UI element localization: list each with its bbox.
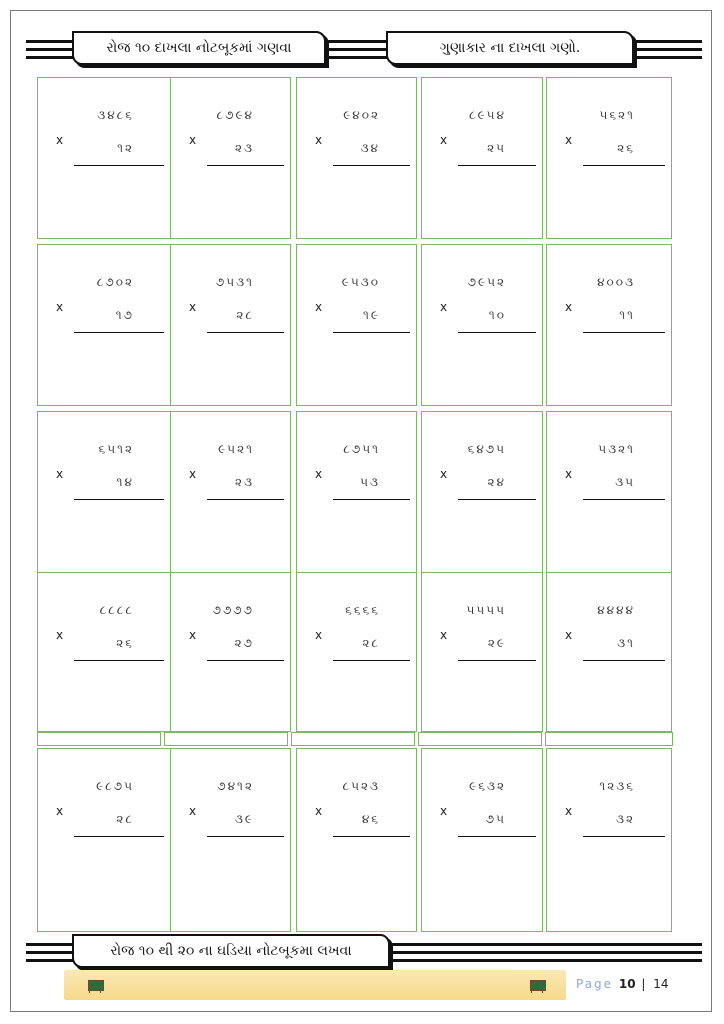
multiplicand: ૪૦૦૩ bbox=[597, 275, 635, 289]
multiplicand: ૮૭૦૨ bbox=[96, 275, 134, 289]
multiplier: ૩૨ bbox=[615, 812, 635, 826]
answer-line bbox=[207, 332, 284, 333]
problem-cell bbox=[37, 572, 171, 732]
chalkboard-icon bbox=[528, 980, 546, 992]
problem-cell bbox=[170, 244, 291, 406]
multiply-sign: x bbox=[565, 628, 573, 642]
multiplicand: ૭૯૫૨ bbox=[467, 275, 506, 289]
footer-bar bbox=[64, 970, 566, 1000]
header-right-title-box bbox=[386, 31, 634, 65]
answer-line bbox=[458, 660, 536, 661]
problem-cell bbox=[170, 748, 291, 932]
problem-cell bbox=[421, 572, 543, 732]
multiplier: ૨૬ bbox=[116, 636, 134, 650]
header-right-title: ગુણાકાર ના દાખલા ગણો. bbox=[439, 40, 581, 56]
problem-cell bbox=[37, 411, 171, 573]
answer-line bbox=[74, 499, 164, 500]
multiplicand: ૯૬૩૨ bbox=[469, 779, 506, 793]
multiply-sign: x bbox=[315, 467, 323, 481]
row-separator-strip bbox=[37, 732, 673, 746]
multiplier: ૨૬ bbox=[617, 141, 635, 155]
problem-cell bbox=[170, 77, 291, 239]
multiplier: ૩૧ bbox=[617, 636, 635, 650]
multiplier: ૨૭ bbox=[234, 636, 254, 650]
multiply-sign: x bbox=[315, 804, 323, 818]
multiply-sign: x bbox=[56, 300, 64, 314]
answer-line bbox=[458, 165, 536, 166]
problem-cell bbox=[421, 411, 543, 573]
answer-line bbox=[583, 165, 665, 166]
problem-cell bbox=[546, 411, 672, 573]
multiply-sign: x bbox=[56, 628, 64, 642]
problem-cell bbox=[296, 411, 417, 573]
multiply-sign: x bbox=[315, 300, 323, 314]
multiplier: ૨૮ bbox=[362, 636, 380, 650]
problem-cell bbox=[421, 77, 543, 239]
multiplier: ૩૯ bbox=[234, 812, 254, 826]
multiply-sign: x bbox=[189, 467, 197, 481]
multiplicand: ૮૮૮૮ bbox=[99, 603, 134, 617]
multiplicand: ૯૫૩૦ bbox=[341, 275, 380, 289]
multiplier: ૧૦ bbox=[488, 308, 506, 322]
multiply-sign: x bbox=[565, 300, 573, 314]
multiplicand: ૮૭૯૪ bbox=[216, 108, 254, 122]
multiplier: ૩૫ bbox=[615, 475, 635, 489]
multiplicand: ૫૬૨૧ bbox=[599, 108, 635, 122]
page-number bbox=[576, 977, 669, 991]
page-label: Page bbox=[576, 977, 614, 991]
answer-line bbox=[74, 836, 164, 837]
problem-cell bbox=[170, 572, 291, 732]
problem-cell bbox=[296, 572, 417, 732]
multiplicand: ૭૭૭૭ bbox=[212, 603, 254, 617]
problem-cell bbox=[296, 748, 417, 932]
problem-cell bbox=[546, 244, 672, 406]
answer-line bbox=[333, 836, 410, 837]
multiplicand: ૫૩૨૧ bbox=[598, 442, 635, 456]
multiplicand: ૯૮૭૫ bbox=[96, 779, 134, 793]
problem-cell bbox=[421, 748, 543, 932]
multiplier: ૭૫ bbox=[485, 812, 506, 826]
multiply-sign: x bbox=[440, 804, 448, 818]
problem-cell bbox=[421, 244, 543, 406]
chalkboard-icon bbox=[86, 980, 104, 992]
multiplier: ૨૮ bbox=[116, 812, 134, 826]
multiplier: ૧૪ bbox=[116, 475, 134, 489]
problem-cell bbox=[546, 572, 672, 732]
multiplicand: ૬૫૧૨ bbox=[98, 442, 134, 456]
problem-cell bbox=[170, 411, 291, 573]
multiply-sign: x bbox=[440, 467, 448, 481]
answer-line bbox=[207, 836, 284, 837]
problem-cell bbox=[296, 244, 417, 406]
problem-cell bbox=[37, 748, 171, 932]
multiplicand: ૮૫૨૩ bbox=[342, 779, 380, 793]
answer-line bbox=[458, 499, 536, 500]
answer-line bbox=[333, 165, 410, 166]
problem-cell bbox=[37, 77, 171, 239]
page-separator: | bbox=[641, 977, 648, 991]
multiply-sign: x bbox=[565, 804, 573, 818]
answer-line bbox=[207, 660, 284, 661]
multiply-sign: x bbox=[56, 467, 64, 481]
answer-line bbox=[583, 660, 665, 661]
multiplier: ૨૫ bbox=[487, 141, 506, 155]
multiplicand: ૫૫૫૫ bbox=[466, 603, 506, 617]
multiplicand: ૮૭૫૧ bbox=[343, 442, 380, 456]
problem-cell bbox=[37, 244, 171, 406]
multiplier: ૨૩ bbox=[234, 141, 254, 155]
answer-line bbox=[207, 499, 284, 500]
answer-line bbox=[74, 660, 164, 661]
multiplicand: ૮૯૫૪ bbox=[468, 108, 506, 122]
multiplier: ૫૩ bbox=[360, 475, 380, 489]
multiplicand: ૭૪૧૨ bbox=[217, 779, 254, 793]
answer-line bbox=[333, 660, 410, 661]
multiply-sign: x bbox=[440, 628, 448, 642]
multiplier: ૧૧ bbox=[619, 308, 635, 322]
multiply-sign: x bbox=[189, 300, 197, 314]
multiply-sign: x bbox=[315, 628, 323, 642]
answer-line bbox=[74, 165, 164, 166]
header-left-title-box bbox=[72, 31, 326, 65]
header-left-title: રોજ ૧૦ દાખલા નોટબૂકમાં ગણવા bbox=[106, 40, 292, 56]
multiply-sign: x bbox=[56, 804, 64, 818]
answer-line bbox=[74, 332, 164, 333]
multiplicand: ૩૪૮૬ bbox=[97, 108, 134, 122]
footer-title-box bbox=[72, 934, 390, 968]
multiplicand: ૯૫૨૧ bbox=[218, 442, 254, 456]
multiplier: ૨૪ bbox=[487, 475, 506, 489]
page-total: 14 bbox=[653, 977, 669, 991]
page-current: 10 bbox=[618, 977, 636, 991]
multiplier: ૩૪ bbox=[360, 141, 380, 155]
multiplicand: ૬૬૬૬ bbox=[345, 603, 380, 617]
multiply-sign: x bbox=[189, 133, 197, 147]
multiplier: ૧૨ bbox=[117, 141, 134, 155]
multiply-sign: x bbox=[440, 133, 448, 147]
multiply-sign: x bbox=[189, 628, 197, 642]
multiplicand: ૧૨૩૬ bbox=[599, 779, 635, 793]
multiply-sign: x bbox=[440, 300, 448, 314]
multiply-sign: x bbox=[565, 467, 573, 481]
answer-line bbox=[583, 499, 665, 500]
multiplier: ૨૩ bbox=[234, 475, 254, 489]
footer-title: રોજ ૧૦ થી ૨૦ ના ઘડિયા નોટબૂકમા લખવા bbox=[110, 943, 352, 959]
answer-line bbox=[207, 165, 284, 166]
answer-line bbox=[583, 836, 665, 837]
multiplier: ૧૯ bbox=[363, 308, 380, 322]
multiplicand: ૯૪૦૨ bbox=[343, 108, 380, 122]
multiply-sign: x bbox=[189, 804, 197, 818]
multiplier: ૨૮ bbox=[236, 308, 254, 322]
answer-line bbox=[458, 836, 536, 837]
multiplicand: ૬૪૭૫ bbox=[467, 442, 506, 456]
multiply-sign: x bbox=[565, 133, 573, 147]
multiply-sign: x bbox=[315, 133, 323, 147]
multiplicand: ૪૪૪૪ bbox=[597, 603, 635, 617]
answer-line bbox=[333, 499, 410, 500]
answer-line bbox=[333, 332, 410, 333]
multiply-sign: x bbox=[56, 133, 64, 147]
multiplier: ૨૯ bbox=[487, 636, 506, 650]
multiplier: ૧૭ bbox=[115, 308, 134, 322]
multiplier: ૪૬ bbox=[361, 812, 380, 826]
multiplicand: ૭૫૩૧ bbox=[215, 275, 254, 289]
problem-cell bbox=[296, 77, 417, 239]
problem-cell bbox=[546, 77, 672, 239]
answer-line bbox=[583, 332, 665, 333]
problem-cell bbox=[546, 748, 672, 932]
answer-line bbox=[458, 332, 536, 333]
